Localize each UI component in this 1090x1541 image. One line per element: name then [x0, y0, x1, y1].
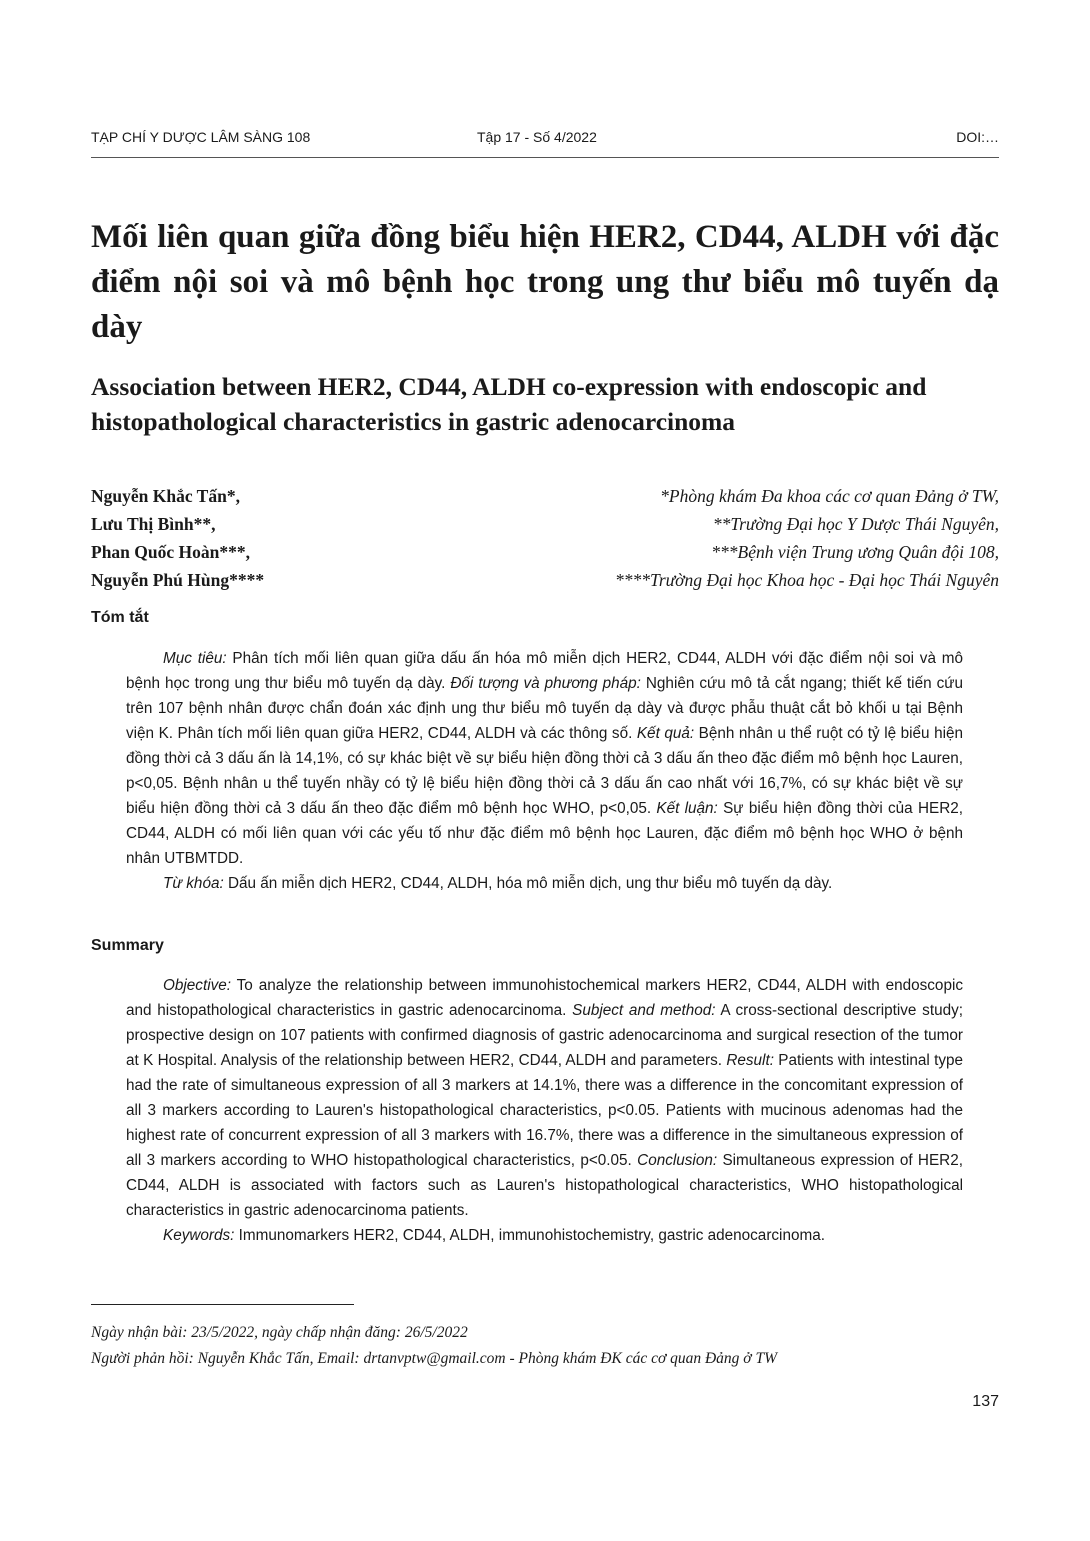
conclusion-label: Conclusion:	[637, 1152, 718, 1169]
author-row	[91, 542, 999, 570]
conclusion-text: Simultaneous expression of HER2, CD44, ALDH is associated with factors such as Lauren's histopathological characteristics, WHO histopathological characteristics in gastric adenocarcinoma patients.	[126, 1152, 963, 1219]
received-date-note: Ngày nhận bài: 23/5/2022, ngày chấp nhận đăng: 26/5/2022	[91, 1324, 468, 1341]
author-affiliation: ****Trường Đại học Khoa học - Đại học Thái Nguyên	[615, 570, 999, 590]
keywords-en	[126, 1223, 963, 1248]
result-text: Patients with intestinal type had the rate of simultaneous expression of all 3 markers at 14.1%, there was a difference in the concomitant expression of all 3 markers according to Lauren's histopathological characteristics, p<0.05. Patients with mucinous adenomas had the highest rate of concurrent expression of all 3 markers with 16.7%, there was a difference in the simultaneous expression of all 3 markers according to WHO histopathological characteristics, p<0.05.	[126, 1052, 963, 1169]
keywords-text: Immunomarkers HER2, CD44, ALDH, immunohistochemistry, gastric adenocarcinoma.	[234, 1227, 825, 1244]
doi-label: DOI:…	[956, 129, 999, 145]
keywords-vi	[126, 871, 963, 896]
author-affiliation: *Phòng khám Đa khoa các cơ quan Đảng ở TW,	[660, 486, 999, 506]
journal-name: TẠP CHÍ Y DƯỢC LÂM SÀNG 108	[91, 129, 311, 145]
footnotes	[91, 1320, 999, 1372]
method-text: Nghiên cứu mô tả cắt ngang; thiết kế tiến cứu trên 107 bệnh nhân được chẩn đoán xác định ung thư biểu mô tuyến dạ dày và được phẫu thuật cắt bỏ khối u tại Bệnh viện K. Phân tích mối liên quan giữa HER2, CD44, ALDH và các thông số.	[126, 675, 963, 742]
result-label: Kết quả:	[636, 725, 695, 742]
author-name: Lưu Thị Bình**,	[91, 514, 216, 534]
author-row	[91, 486, 999, 514]
page-number: 137	[972, 1393, 999, 1410]
header-divider	[91, 157, 999, 158]
journal-issue: Tập 17 - Số 4/2022	[477, 129, 597, 145]
abstract-vi-body	[126, 646, 963, 871]
result-label: Result:	[726, 1052, 774, 1069]
objective-text: Phân tích mối liên quan giữa dấu ấn hóa mô miễn dịch HER2, CD44, ALDH với đặc điểm nội soi và mô bệnh học trong ung thư biểu mô tuyến dạ dày.	[126, 650, 963, 692]
author-row	[91, 570, 999, 598]
method-text: A cross-sectional descriptive study; prospective design on 107 patients with confirmed diagnosis of gastric adenocarcinoma and surgical resection of the tumor at K Hospital. Analysis of the relationship between HER2, CD44, ALDH and parameters.	[126, 1002, 963, 1069]
running-header	[91, 129, 999, 149]
objective-text: To analyze the relationship between immunohistochemical markers HER2, CD44, ALDH with endoscopic and histopathological characteristics in gastric adenocarcinoma.	[126, 977, 963, 1019]
abstract-vi-heading: Tóm tắt	[91, 609, 149, 626]
author-block	[91, 486, 999, 598]
keywords-label: Keywords:	[163, 1227, 235, 1244]
author-name: Nguyễn Khắc Tấn*,	[91, 486, 240, 506]
abstract-english	[126, 973, 963, 1248]
result-text: Bệnh nhân u thể ruột có tỷ lệ biểu hiện đồng thời cả 3 dấu ấn là 14,1%, có sự khác biệt về sự biểu hiện đồng thời cả 3 dấu ấn theo đặc điểm mô bệnh học Lauren, p<0,05. Bệnh nhân u thể tuyến nhầy có tỷ lệ biểu hiện đồng thời cả 3 dấu ấn cao nhất với 16,7%, có sự khác biệt về sự biểu hiện đồng thời cả 3 dấu ấn theo đặc điểm mô bệnh học WHO, p<0,05.	[126, 725, 964, 817]
author-name: Phan Quốc Hoàn***,	[91, 542, 250, 562]
title-vietnamese: Mối liên quan giữa đồng biểu hiện HER2, CD44, ALDH với đặc điểm nội soi và mô bệnh học trong ung thư biểu mô tuyến dạ dày	[91, 219, 999, 345]
conclusion-text: Sự biểu hiện đồng thời của HER2, CD44, ALDH có mối liên quan với các yếu tố như đặc điểm mô bệnh học Lauren, đặc điểm mô bệnh học WHO ở bệnh nhân UTBMTDD.	[126, 800, 963, 867]
objective-label: Mục tiêu:	[163, 650, 227, 667]
keywords-text: Dấu ấn miễn dịch HER2, CD44, ALDH, hóa mô miễn dịch, ung thư biểu mô tuyến dạ dày.	[223, 875, 833, 892]
objective-label: Objective:	[163, 977, 232, 994]
author-affiliation: ***Bệnh viện Trung ương Quân đội 108,	[711, 542, 999, 562]
abstract-en-body	[126, 973, 963, 1223]
footnote-divider	[91, 1304, 354, 1305]
author-affiliation: **Trường Đại học Y Dược Thái Nguyên,	[712, 514, 999, 534]
title-english: Association between HER2, CD44, ALDH co-expression with endoscopic and histopathological characteristics in gastric adenocarcinoma	[91, 372, 927, 436]
author-name: Nguyễn Phú Hùng****	[91, 570, 265, 590]
conclusion-label: Kết luận:	[656, 800, 718, 817]
author-row	[91, 514, 999, 542]
abstract-vietnamese	[126, 646, 963, 896]
method-label: Subject and method:	[572, 1002, 716, 1019]
keywords-label: Từ khóa:	[163, 875, 224, 892]
method-label: Đối tượng và phương pháp:	[450, 675, 641, 692]
correspondence-note: Người phản hồi: Nguyễn Khắc Tấn, Email: drtanvptw@gmail.com - Phòng khám ĐK các cơ quan Đảng ở TW	[91, 1350, 777, 1367]
abstract-en-heading: Summary	[91, 937, 164, 954]
